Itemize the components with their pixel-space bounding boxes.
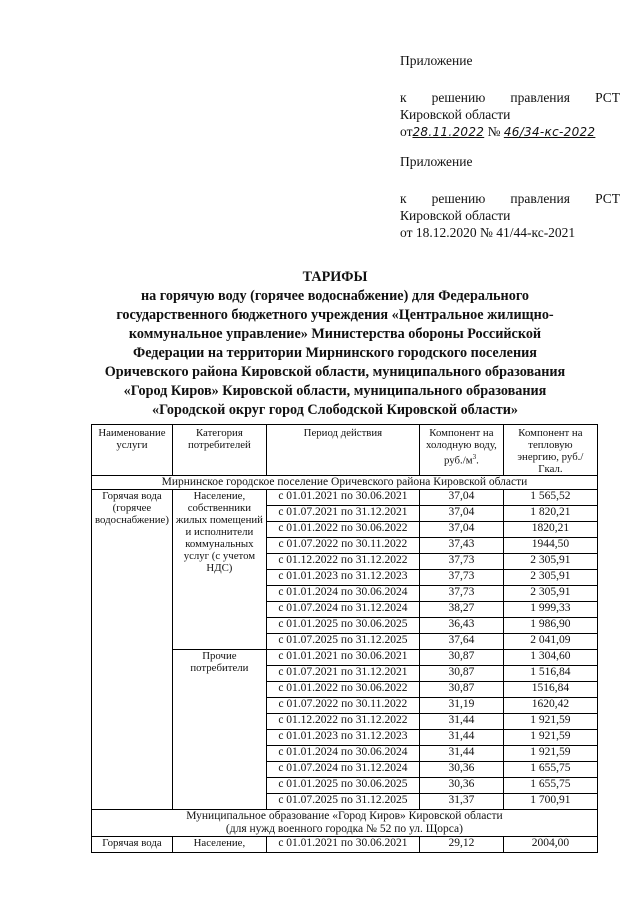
period-cell: с 01.01.2021 по 30.06.2021 <box>266 490 419 506</box>
heat-cell: 2 305,91 <box>503 586 597 602</box>
period-cell: с 01.01.2023 по 31.12.2023 <box>266 730 419 746</box>
cold-cell: 37,04 <box>419 506 503 522</box>
appendix-2-line2: Кировской области <box>400 208 511 223</box>
period-cell: с 01.01.2025 по 30.06.2025 <box>266 778 419 794</box>
heat-cell: 1 304,60 <box>503 650 597 666</box>
heat-cell: 1 565,52 <box>503 490 597 506</box>
appendix-1-line2: Кировской области <box>400 107 511 122</box>
cold-cell: 30,87 <box>419 650 503 666</box>
section-row <box>92 476 598 490</box>
heat-cell: 2004,00 <box>503 837 597 853</box>
heat-cell: 1620,42 <box>503 698 597 714</box>
cold-cell: 37,04 <box>419 490 503 506</box>
cold-cell: 31,44 <box>419 714 503 730</box>
heat-cell: 1 700,91 <box>503 794 597 810</box>
heat-cell: 1 986,90 <box>503 618 597 634</box>
period-cell: с 01.07.2024 по 31.12.2024 <box>266 602 419 618</box>
appendix-1-title: Приложение <box>400 53 473 68</box>
table-row <box>92 490 598 506</box>
heat-cell: 1 820,21 <box>503 506 597 522</box>
heat-cell: 1 921,59 <box>503 714 597 730</box>
period-cell: с 01.01.2021 по 30.06.2021 <box>266 650 419 666</box>
cold-cell: 30,87 <box>419 666 503 682</box>
heat-cell: 1516,84 <box>503 682 597 698</box>
period-cell: с 01.01.2025 по 30.06.2025 <box>266 618 419 634</box>
title-line: коммунальное управление» Министерства обороны Российской <box>128 326 542 342</box>
cold-cell: 30,87 <box>419 682 503 698</box>
cold-cell: 37,04 <box>419 522 503 538</box>
service-cell: Горячая вода (горячее водоснабжение) <box>92 490 173 810</box>
cold-cell: 37,73 <box>419 570 503 586</box>
col-header-cold: Компонент на холодную воду, $руб./м^3$. <box>419 425 503 476</box>
table-row <box>92 837 598 853</box>
table-header-row <box>92 425 598 476</box>
heat-cell: 2 305,91 <box>503 570 597 586</box>
period-cell: с 01.01.2024 по 30.06.2024 <box>266 586 419 602</box>
col-header-service: Наименование услуги <box>92 425 173 476</box>
handwritten-date: 28.11.2022 <box>412 125 485 139</box>
period-cell: с 01.12.2022 по 31.12.2022 <box>266 554 419 570</box>
heat-cell: 1 516,84 <box>503 666 597 682</box>
appendix-1-line1: к решению правления РСТ <box>400 90 620 105</box>
period-cell: с 01.07.2021 по 31.12.2021 <box>266 666 419 682</box>
cold-cell: 37,43 <box>419 538 503 554</box>
appendix-2-title: Приложение <box>400 154 473 169</box>
appendix-1 <box>400 52 620 141</box>
title-line: «Город Киров» Кировской области, муниципального образования <box>123 383 547 399</box>
period-cell: с 01.01.2022 по 30.06.2022 <box>266 682 419 698</box>
heat-cell: 1 655,75 <box>503 778 597 794</box>
cold-cell: 30,36 <box>419 762 503 778</box>
period-cell: с 01.01.2021 по 30.06.2021 <box>266 837 419 853</box>
cold-cell: 37,64 <box>419 634 503 650</box>
heat-cell: 2 041,09 <box>503 634 597 650</box>
handwritten-number: 46/34-кс-2022 <box>503 125 596 139</box>
col-header-period: Период действия <box>266 425 419 476</box>
cold-cell: 36,43 <box>419 618 503 634</box>
title-line: государственного бюджетного учреждения «Центральное жилищно- <box>116 307 554 323</box>
cold-cell: 38,27 <box>419 602 503 618</box>
col-header-heat: Компонент на тепловую энергию, руб./Гкал. <box>503 425 597 476</box>
service-cell: Горячая вода <box>92 837 173 853</box>
heat-cell: 1 921,59 <box>503 746 597 762</box>
period-cell: с 01.07.2022 по 30.11.2022 <box>266 698 419 714</box>
category-cell: Прочие потребители <box>172 650 266 810</box>
heat-cell: 1 655,75 <box>503 762 597 778</box>
title-line: на горячую воду (горячее водоснабжение) для Федерального <box>140 288 530 304</box>
period-cell: с 01.12.2022 по 31.12.2022 <box>266 714 419 730</box>
period-cell: с 01.07.2022 по 30.11.2022 <box>266 538 419 554</box>
number-sign: № <box>487 124 501 139</box>
tariff-table <box>91 424 598 853</box>
cold-cell: 31,44 <box>419 746 503 762</box>
title-line: «Городской округ город Слободской Кировской области» <box>152 402 518 418</box>
section-row <box>92 810 598 837</box>
cold-cell: 30,36 <box>419 778 503 794</box>
category-cell: Население, <box>172 837 266 853</box>
period-cell: с 01.01.2024 по 30.06.2024 <box>266 746 419 762</box>
heat-cell: 1 999,33 <box>503 602 597 618</box>
period-cell: с 01.07.2024 по 31.12.2024 <box>266 762 419 778</box>
cold-cell: 31,19 <box>419 698 503 714</box>
heat-cell: 1944,50 <box>503 538 597 554</box>
category-cell: Население, собственники жилых помещений и исполнители коммунальных услуг (с учетом НДС) <box>172 490 266 650</box>
heat-cell: 1 921,59 <box>503 730 597 746</box>
section-2-title <box>92 810 598 837</box>
col-header-category: Категория потребителей <box>172 425 266 476</box>
cold-cell: 37,73 <box>419 586 503 602</box>
section-2-title-line1: Муниципальное образование «Город Киров» Кировской области <box>186 810 503 822</box>
title-heading: ТАРИФЫ <box>302 269 368 285</box>
period-cell: с 01.07.2021 по 31.12.2021 <box>266 506 419 522</box>
title-line: Федерации на территории Мирнинского городского поселения <box>133 345 537 361</box>
appendix-2-line1: к решению правления РСТ <box>400 191 620 206</box>
document-title <box>60 268 610 420</box>
section-1-title: Мирнинское городское поселение Оричевского района Кировской области <box>92 476 598 490</box>
period-cell: с 01.07.2025 по 31.12.2025 <box>266 634 419 650</box>
cold-cell: 29,12 <box>419 837 503 853</box>
period-cell: с 01.01.2023 по 31.12.2023 <box>266 570 419 586</box>
heat-cell: 1820,21 <box>503 522 597 538</box>
cold-cell: 37,73 <box>419 554 503 570</box>
section-2-title-line2: (для нужд военного городка № 52 по ул. Щорса) <box>225 823 463 835</box>
cold-cell: 31,44 <box>419 730 503 746</box>
appendix-2 <box>400 153 620 241</box>
appendix-1-prefix: от <box>400 124 413 139</box>
period-cell: с 01.07.2025 по 31.12.2025 <box>266 794 419 810</box>
period-cell: с 01.01.2022 по 30.06.2022 <box>266 522 419 538</box>
title-line: Оричевского района Кировской области, муниципального образования <box>104 364 566 380</box>
cold-cell: 31,37 <box>419 794 503 810</box>
heat-cell: 2 305,91 <box>503 554 597 570</box>
appendix-2-line3: от 18.12.2020 № 41/44-кс-2021 <box>400 225 576 240</box>
appendix-1-line3 <box>400 123 620 141</box>
